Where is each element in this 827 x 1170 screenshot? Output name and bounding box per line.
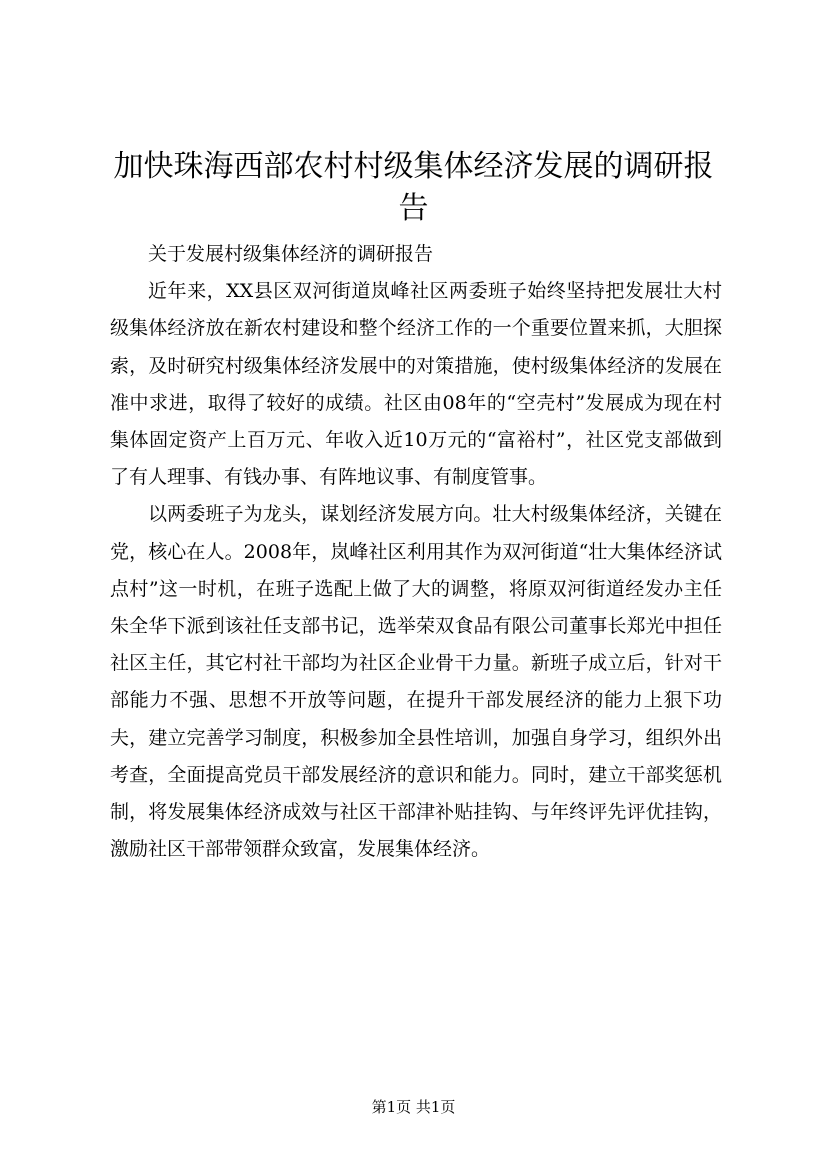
document-title: 加快珠海西部农村村级集体经济发展的调研报告: [113, 149, 714, 226]
body-paragraph: 以两委班子为龙头，谋划经济发展方向。壮大村级集体经济，关键在党，核心在人。2008年，岚峰社区利用其作为双河街道“壮大集体经济试点村”这一时机，在班子选配上做了大的调整，将原双河街道经发办主任朱全华下派到该社任支部书记，选举荣双食品有限公司董事长郑光中担任社区主任，其它村社干部均为社区企业骨干力量。新班子成立后，针对干部能力不强、思想不开放等问题，在提升干部发展经济的能力上狠下功夫，建立完善学习制度，积极参加全县性培训，加强自身学习，组织外出考查，全面提高党员干部发展经济的意识和能力。同时，建立干部奖惩机制，将发展集体经济成效与社区干部津补贴挂钩、与年终评先评优挂钩，激励社区干部带领群众致富，发展集体经济。: [110, 503, 722, 861]
subtitle-paragraph: 关于发展村级集体经济的调研报告: [148, 243, 434, 265]
document-body: [110, 236, 722, 868]
body-paragraph: 近年来，XX县区双河街道岚峰社区两委班子始终坚持把发展壮大村级集体经济放在新农村建设和整个经济工作的一个重要位置来抓，大胆探索，及时研究村级集体经济发展中的对策措施，使村级集体经济的发展在准中求进，取得了较好的成绩。社区由08年的“空壳村”发展成为现在村集体固定资产上百万元、年收入近10万元的“富裕村”，社区党支部做到了有人理事、有钱办事、有阵地议事、有制度管事。: [110, 280, 722, 489]
page-footer: 第1页 共1页: [371, 1098, 456, 1116]
